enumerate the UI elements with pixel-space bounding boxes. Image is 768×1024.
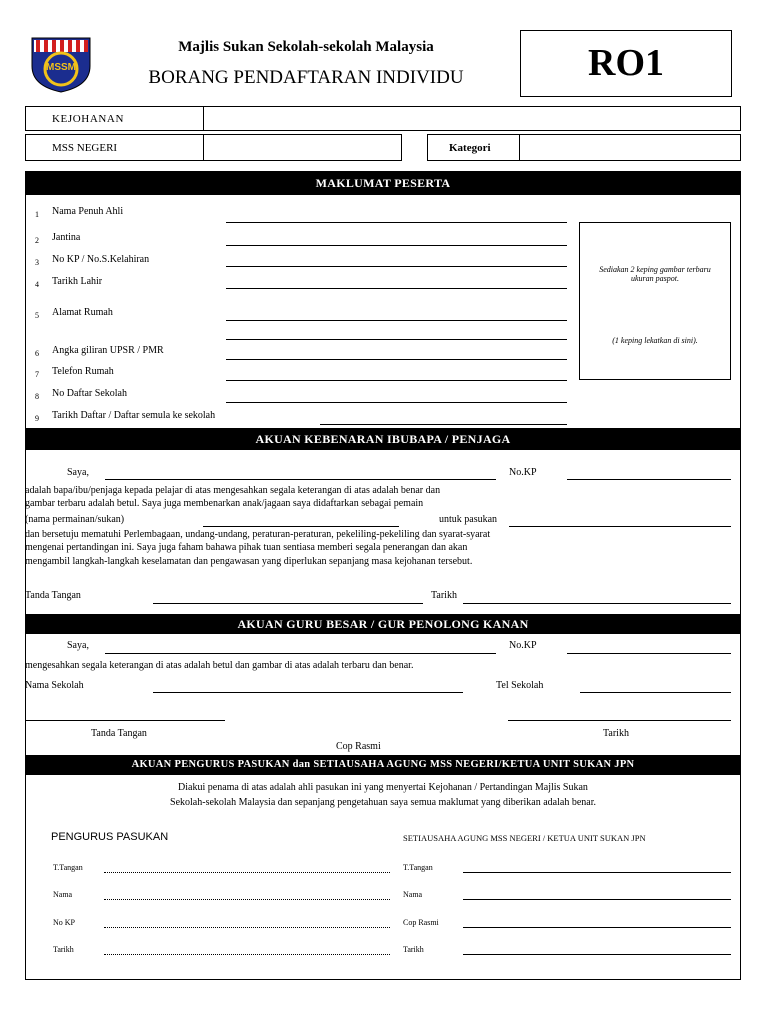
ibubapa-saya-label: Saya, — [67, 467, 89, 478]
pengurus-left-field[interactable] — [104, 899, 390, 900]
section-akuan-pengurus: AKUAN PENGURUS PASUKAN dan SETIAUSAHA AGUNG MSS NEGERI/KETUA UNIT SUKAN JPN — [25, 755, 741, 775]
field-number: 1 — [35, 210, 39, 219]
pengurus-right-field[interactable] — [463, 872, 731, 873]
field-input-line[interactable] — [226, 402, 567, 403]
ibubapa-para-4: dan bersetuju mematuhi Perlembagaan, undang-undang, peraturan-peraturan, pekeliling-pekeliling dan syarat-syarat — [25, 529, 491, 540]
field-input-line[interactable] — [226, 266, 567, 267]
logo-text: MSSM — [46, 62, 76, 73]
guru-nama-sekolah-label: Nama Sekolah — [25, 680, 84, 691]
pengurus-left-label: Tarikh — [53, 945, 74, 954]
pengurus-left-label: T.Tangan — [53, 863, 83, 872]
field-label: Angka giliran UPSR / PMR — [52, 345, 164, 356]
org-name: Majlis Sukan Sekolah-sekolah Malaysia — [178, 39, 434, 55]
field-number: 8 — [35, 392, 39, 401]
pengurus-left-field[interactable] — [104, 954, 390, 955]
pengurus-left-title: PENGURUS PASUKAN — [51, 831, 169, 843]
ibubapa-nokp-label: No.KP — [509, 467, 537, 478]
ibubapa-name-field[interactable] — [105, 479, 496, 480]
pengurus-left-label: Nama — [53, 890, 73, 899]
section-maklumat-peserta: MAKLUMAT PESERTA — [25, 171, 741, 195]
pengurus-right-label: Cop Rasmi — [403, 918, 439, 927]
pengurus-left-field[interactable] — [104, 927, 390, 928]
mss-negeri-label: MSS NEGERI — [52, 142, 118, 154]
guru-name-field[interactable] — [105, 653, 496, 654]
guru-tel-sekolah-field[interactable] — [580, 692, 731, 693]
kejohanan-label: KEJOHANAN — [52, 113, 125, 125]
ibubapa-pasukan-label: untuk pasukan — [439, 514, 498, 525]
field-number: 9 — [35, 414, 39, 423]
kejohanan-field[interactable] — [204, 107, 740, 130]
field-label: Nama Penuh Ahli — [52, 206, 124, 217]
guru-tandatangan-label: Tanda Tangan — [91, 728, 147, 739]
photo-instruction-2: ukuran paspot. — [631, 274, 679, 283]
field-input-line[interactable] — [226, 339, 567, 340]
field-input-line[interactable] — [226, 320, 567, 321]
photo-instruction-3: (1 keping lekatkan di sini). — [612, 336, 698, 345]
field-input-line[interactable] — [226, 359, 567, 360]
ibubapa-nokp-field[interactable] — [567, 479, 731, 480]
ibubapa-sukan-field[interactable] — [203, 526, 399, 527]
ibubapa-para-5: mengenai pertandingan ini. Saya juga faham bahawa pihak tuan sentiasa memberi segala penerangan dan akan — [25, 542, 468, 553]
field-input-line[interactable] — [226, 380, 567, 381]
field-label: No KP / No.S.Kelahiran — [52, 254, 150, 265]
ibubapa-para-1: adalah bapa/ibu/penjaga kepada pelajar di atas mengesahkan segala keterangan di atas adalah benar dan — [25, 485, 441, 496]
guru-nokp-field[interactable] — [567, 653, 731, 654]
ibubapa-tandatangan-field[interactable] — [153, 603, 423, 604]
section-akuan-ibubapa: AKUAN KEBENARAN IBUBAPA / PENJAGA — [25, 428, 741, 450]
photo-box — [579, 222, 731, 380]
field-number: 6 — [35, 349, 39, 358]
ibubapa-sukan-label: (nama permainan/sukan) — [25, 514, 125, 525]
guru-nama-sekolah-field[interactable] — [153, 692, 463, 693]
field-number: 3 — [35, 258, 39, 267]
field-label: Telefon Rumah — [52, 366, 114, 377]
guru-saya-label: Saya, — [67, 640, 89, 651]
field-label: Tarikh Daftar / Daftar semula ke sekolah — [52, 410, 216, 421]
field-number: 5 — [35, 311, 39, 320]
form-title: BORANG PENDAFTARAN INDIVIDU — [148, 67, 464, 88]
field-label: Alamat Rumah — [52, 307, 113, 318]
mssm-logo — [30, 36, 92, 94]
pengurus-para-1: Diakui penama di atas adalah ahli pasukan ini yang menyertai Kejohanan / Pertandingan Majlis Sukan — [178, 782, 588, 793]
pengurus-left-label: No KP — [53, 918, 76, 927]
guru-tandatangan-field[interactable] — [25, 720, 225, 721]
guru-tarikh-field[interactable] — [508, 720, 731, 721]
field-label: Tarikh Lahir — [52, 276, 103, 287]
field-number: 7 — [35, 370, 39, 379]
pengurus-right-title: SETIAUSAHA AGUNG MSS NEGERI / KETUA UNIT SUKAN JPN — [403, 833, 646, 843]
field-input-line[interactable] — [320, 424, 567, 425]
field-number: 2 — [35, 236, 39, 245]
guru-tarikh-label: Tarikh — [603, 728, 629, 739]
kategori-label: Kategori — [449, 142, 491, 154]
pengurus-para-2: Sekolah-sekolah Malaysia dan sepanjang pengetahuan saya semua maklumat yang diberikan adalah benar. — [170, 797, 596, 808]
mss-negeri-field[interactable] — [204, 135, 401, 160]
kategori-field[interactable] — [520, 135, 740, 160]
pengurus-right-label: Tarikh — [403, 945, 424, 954]
guru-para-1: mengesahkan segala keterangan di atas adalah betul dan gambar di atas adalah terbaru dan benar. — [25, 660, 414, 671]
ibubapa-para-6: mengambil langkah-langkah keselamatan dan pengawasan yang diperlukan sepanjang masa kejohanan tersebut. — [25, 556, 473, 567]
photo-instruction-1: Sediakan 2 keping gambar terbaru — [599, 265, 711, 274]
ibubapa-tarikh-label: Tarikh — [431, 590, 457, 601]
guru-cop-rasmi-label: Cop Rasmi — [336, 741, 381, 752]
guru-tel-sekolah-label: Tel Sekolah — [496, 680, 544, 691]
pengurus-right-label: Nama — [403, 890, 423, 899]
form-code: RO1 — [588, 42, 664, 84]
field-number: 4 — [35, 280, 39, 289]
ibubapa-para-2: gambar terbaru adalah betul. Saya juga membenarkan anak/jagaan saya didaftarkan sebagai pemain — [25, 498, 424, 509]
ibubapa-tandatangan-label: Tanda Tangan — [25, 590, 81, 601]
pengurus-right-field[interactable] — [463, 954, 731, 955]
pengurus-right-label: T.Tangan — [403, 863, 433, 872]
field-label: Jantina — [52, 232, 81, 243]
field-input-line[interactable] — [226, 288, 567, 289]
field-label: No Daftar Sekolah — [52, 388, 127, 399]
pengurus-left-field[interactable] — [104, 872, 390, 873]
ibubapa-tarikh-field[interactable] — [463, 603, 731, 604]
guru-nokp-label: No.KP — [509, 640, 537, 651]
section-akuan-guru: AKUAN GURU BESAR / GUR PENOLONG KANAN — [25, 614, 741, 634]
ibubapa-pasukan-field[interactable] — [509, 526, 731, 527]
field-input-line[interactable] — [226, 245, 567, 246]
pengurus-right-field[interactable] — [463, 899, 731, 900]
field-input-line[interactable] — [226, 222, 567, 223]
pengurus-right-field[interactable] — [463, 927, 731, 928]
